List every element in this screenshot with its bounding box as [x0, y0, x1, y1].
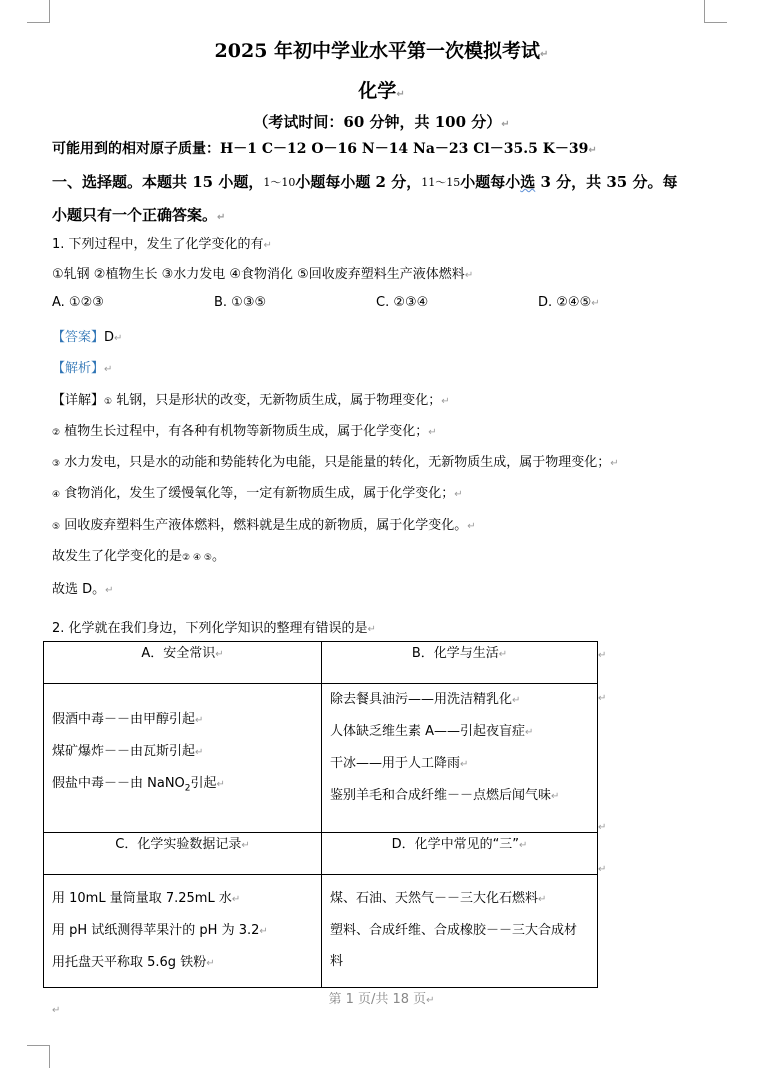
table-row — [44, 642, 598, 684]
q1-option-b: B. ①③⑤ — [214, 295, 267, 310]
cell-line: 除去餐具油污——用洗洁精乳化↵ — [330, 692, 521, 707]
q1-items: ①轧钢 ②植物生长 ③水力发电 ④食物消化 ⑤回收废弃塑料生产液体燃料↵ — [52, 267, 474, 282]
exam-title: 2025 年初中学业水平第一次模拟考试↵ — [214, 40, 549, 62]
cell-line: 塑料、合成纤维、合成橡胶－－三大合成材 — [330, 923, 578, 938]
crop-mark-top-left — [27, 0, 50, 23]
cell-line: 人体缺乏维生素 A——引起夜盲症↵ — [330, 724, 534, 739]
q2-options-table — [43, 641, 598, 988]
cell-line: 煤、石油、天然气－－三大化石燃料↵ — [330, 891, 547, 906]
cell-line: 假盐中毒－－由 NaNO$_2$引起↵ — [52, 776, 225, 794]
cell-line: 用 10mL 量筒量取 7.25mL 水↵ — [52, 891, 241, 906]
table-cell-c-head: C．化学实验数据记录↵ — [44, 833, 322, 875]
row-end-mark: ↵ — [598, 693, 607, 704]
cell-line: 料 — [330, 954, 344, 969]
section-heading-line1: 一、选择题。本题共 15 小题，1～10小题每小题 2 分，11～15小题每小选 3 分，共 35 分。每 — [52, 173, 678, 191]
q1-detail-4: ④ 食物消化，发生了缓慢氧化等，一定有新物质生成，属于化学变化；↵ — [52, 486, 463, 501]
table-row — [44, 684, 598, 833]
q1-final-choice: 故选 D。↵ — [52, 582, 114, 597]
cell-line: 假酒中毒－－由甲醇引起↵ — [52, 712, 204, 727]
q1-detail-2: ② 植物生长过程中，有各种有机物等新物质生成，属于化学变化；↵ — [52, 424, 437, 439]
table-cell-d-body — [322, 875, 598, 988]
row-end-mark: ↵ — [598, 822, 607, 833]
cell-line: 用托盘天平称取 5.6g 铁粉↵ — [52, 955, 215, 970]
cell-line: 鉴别羊毛和合成纤维－－点燃后闻气味↵ — [330, 788, 560, 803]
q1-conclusion: 故发生了化学变化的是② ④ ⑤。 — [52, 549, 225, 564]
q1-stem: 1. 下列过程中，发生了化学变化的有↵ — [52, 237, 272, 252]
page-footer: 第 1 页/共 18 页↵ — [328, 992, 435, 1007]
crop-mark-bottom-left — [27, 1045, 50, 1068]
subject-title: 化学↵ — [358, 80, 405, 102]
q2-stem: 2. 化学就在我们身边，下列化学知识的整理有错误的是↵ — [52, 621, 376, 636]
row-end-mark: ↵ — [598, 650, 607, 661]
table-cell-b-head: B．化学与生活↵ — [322, 642, 598, 684]
section-heading-line2: 小题只有一个正确答案。↵ — [52, 206, 226, 224]
table-cell-c-body — [44, 875, 322, 988]
cell-line: 用 pH 试纸测得苹果汁的 pH 为 3.2↵ — [52, 923, 268, 938]
q1-answer: 【答案】D↵ — [52, 330, 123, 345]
cell-line: 煤矿爆炸－－由瓦斯引起↵ — [52, 744, 204, 759]
q1-option-d: D. ②④⑤↵ — [538, 295, 600, 310]
q1-detail-3: ③ 水力发电，只是水的动能和势能转化为电能，只是能量的转化，无新物质生成，属于物理变化；↵ — [52, 455, 619, 470]
q1-option-c: C. ②③④ — [376, 295, 429, 310]
crop-mark-top-right — [704, 0, 727, 23]
atomic-mass-line: 可能用到的相对原子质量：H－1 C－12 O－16 N－14 Na－23 Cl－35.5 K－39↵ — [52, 141, 597, 157]
table-row — [44, 833, 598, 875]
q1-detail-5: ⑤ 回收废弃塑料生产液体燃料，燃料就是生成的新物质，属于化学变化。↵ — [52, 518, 476, 533]
table-cell-d-head: D．化学中常见的“三”↵ — [322, 833, 598, 875]
table-cell-a-head: A．安全常识↵ — [44, 642, 322, 684]
cell-line: 干冰——用于人工降雨↵ — [330, 756, 469, 771]
exam-time: （考试时间：60 分钟，共 100 分）↵ — [253, 113, 510, 131]
end-paragraph-mark: ↵ — [52, 1005, 61, 1016]
q1-analysis-label: 【解析】↵ — [52, 361, 113, 376]
table-cell-a-body — [44, 684, 322, 833]
table-row — [44, 875, 598, 988]
row-end-mark: ↵ — [598, 864, 607, 875]
q1-detail-1: 【详解】① 轧钢，只是形状的改变，无新物质生成，属于物理变化；↵ — [52, 393, 450, 408]
table-cell-b-body — [322, 684, 598, 833]
q1-option-a: A. ①②③ — [52, 295, 104, 310]
